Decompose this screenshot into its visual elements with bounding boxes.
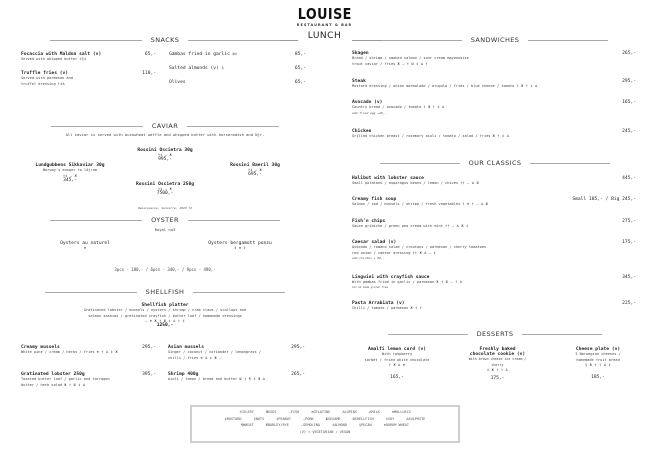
legend-sesame: ШSESAME (325, 416, 341, 421)
divider (193, 292, 285, 293)
menu-item-platter (20, 303, 310, 328)
item-name: Halibut with lobster sauce (352, 176, 424, 181)
item-name: Rossini Oscietra 250g (135, 182, 195, 187)
legend-semolina: —SEMOLINA (301, 423, 320, 427)
menu-item (205, 163, 305, 177)
allergen-icons: Ш † ¶ ‡ Ж ∆ (239, 377, 266, 381)
legend-vegan-note: (V) = VEGETARIAN / VEGAN (299, 429, 351, 434)
section-header-desserts (375, 330, 615, 338)
item-desc: Mustard dressing / onion marmalade / arugula / fries / blue cheese / tomato (352, 84, 515, 88)
caviar-subtitle: All caviar is served with buckwheat waffle and whipped butter with horseradish and Njr. (65, 132, 265, 137)
item-price: 295,- (622, 79, 636, 84)
item-name: Oysters au naturel (60, 241, 110, 246)
menu-item (190, 241, 290, 250)
item-price: 295,- (291, 345, 305, 350)
allergen-icons: Ж — † Ш ‡ ∆ † (397, 61, 428, 66)
menu-item (115, 148, 215, 162)
legend-pecan: §PECAN (358, 423, 372, 427)
item-price: 165,- (390, 375, 404, 380)
legend-almond: ‡ALMOND (332, 423, 347, 427)
item-price: 275,- (622, 219, 636, 224)
item-name: Chicken (352, 129, 372, 134)
item-desc: red onion / caesar dressing (352, 250, 411, 255)
item-price: 225,- (622, 301, 636, 306)
item-desc: Gratinated lobster / mussels / oysters / shrimp / crab claws / scallops and (83, 308, 247, 312)
item-name: Fish'n chips (352, 219, 386, 224)
menu-item (21, 372, 156, 388)
item-price: 65,- (294, 66, 306, 71)
item-name: Truffle fries (v) (21, 71, 69, 76)
allergen-icons: Ж † † (410, 306, 423, 310)
item-name: Pasta Arrabiata (v) (352, 301, 405, 306)
item-price: 395,- (142, 372, 156, 377)
item-price: 445,- (622, 176, 636, 181)
menu-item (352, 275, 636, 289)
item-name: Steak (352, 79, 366, 84)
allergen-icons: †† — ∆ Ш (460, 181, 479, 185)
item-note: Can be made gluten free (352, 285, 388, 289)
item-price: 995,- (158, 157, 172, 162)
allergen-icons: ⊕ † ∆ ‡ Ж (96, 350, 118, 354)
item-desc: Grilled chicken breast / rosemary aioli / tomato / salad / fries (352, 134, 491, 138)
legend-shellfish: ШSHELLFISH (352, 416, 374, 421)
item-price: 1250,- (156, 323, 174, 328)
divider (45, 292, 137, 293)
divider (50, 40, 142, 41)
divider (50, 220, 142, 221)
item-desc: 3 Norwegian cheeses / (575, 352, 621, 356)
menu-item (450, 347, 545, 381)
allergen-icons: † Ж † ‡ ∆ (516, 84, 538, 88)
item-desc: Served with whipped butter (21, 57, 78, 61)
menu-item (21, 52, 156, 63)
allergen-icons: †‡ — Ж (247, 168, 263, 172)
item-note: add fried egg +20,- (352, 110, 387, 115)
item-desc: Small potatoes / asparagus beans / lemon / chives (352, 181, 459, 185)
divider (188, 40, 280, 41)
item-name: Shrimp 400g (168, 372, 199, 377)
item-price: 265,- (291, 372, 305, 377)
legend-celery: †CELERY (239, 410, 254, 414)
allergen-icons: Ж † Ш ‡ ∆ (64, 382, 86, 387)
allergen-icons: ⊕ ∆ ‡ Ж — (200, 355, 222, 360)
item-name: Asian mussels (168, 345, 204, 350)
item-name: Cheese plate (v) (575, 347, 621, 352)
item-desc: Aioli / lemon / bread and butter (168, 377, 238, 381)
menu-item (352, 176, 636, 187)
item-price: 165,- (622, 100, 636, 105)
section-title: SNACKS (150, 36, 180, 44)
item-name: Amalfi lemon curd (v) (367, 347, 427, 352)
item-name: chocolate cookie (v) (469, 352, 526, 357)
allergen-icons: — ⊕ Ж † Ш ‡ ∆ † ‡ (145, 319, 185, 323)
item-price: 7500,- (156, 191, 174, 196)
item-price: 295,- (142, 345, 156, 350)
menu-item (20, 163, 120, 183)
item-price: 110,- (142, 71, 156, 76)
allergen-icons: ‡ Ж † † ∆ (486, 368, 509, 372)
menu-item (352, 100, 636, 115)
section-title: OYSTER (151, 216, 179, 224)
section-title: DESSERTS (476, 330, 514, 338)
menu-item (352, 51, 636, 67)
legend-peanut: ‡PEANUT (276, 416, 292, 421)
menu-item (352, 197, 636, 208)
item-desc: Salmon / cod / mussels / shrimp / fresh vegetables (352, 202, 461, 206)
legend-molluscs: ⊕MOLLUSCS (391, 410, 411, 414)
item-name: Caesar salad (v) (352, 240, 397, 245)
logo-tagline: RESTAURANT & BAR (296, 23, 353, 27)
allergen-icons: ‡ ⊕ ‡ (234, 246, 246, 250)
allergen-icons: † Ж ∆ ⊕ (388, 363, 406, 367)
section-header-classics (375, 159, 615, 167)
item-price: 65,- (144, 52, 156, 57)
item-desc: Norway's answer to löjrom (42, 168, 98, 172)
oyster-pricing: 3pcs - 180,- / 6pcs - 340,- / 9pcs - 490,- (114, 267, 216, 272)
legend-barley-rye: ФBARLEY/RYE (265, 423, 289, 427)
divider (388, 334, 468, 335)
item-desc: With raspberry (381, 352, 413, 356)
item-desc: sorbet / fried white chocolate (364, 357, 430, 362)
item-name: Rossini Baeril 30g (230, 163, 280, 168)
item-name: Creamy fish soup (352, 197, 397, 202)
legend-milk: ∆MILK (369, 410, 380, 414)
menu-item (115, 182, 215, 196)
section-title: OUR CLASSICS (468, 159, 522, 167)
item-desc: salmon sashimi / gratinated crayfish / butter loaf / homemade dressings (88, 313, 242, 318)
item-desc: butter / herb salad (21, 382, 63, 387)
item-name: Linguini with crayfish sauce (352, 275, 430, 280)
allergen-icons: Ш‡ (232, 52, 238, 56)
section-header-caviar (20, 122, 310, 130)
item-name: Oysters bergamott ponzu (208, 241, 272, 246)
legend-nuts: §NUTS (253, 416, 265, 421)
item-name: Freshly baked (479, 347, 516, 352)
item-desc: Country bread / avocado / tomato (352, 105, 422, 109)
legend-pork: —PORK (303, 416, 314, 421)
menu-item (168, 345, 305, 361)
section-title: SHELLFISH (145, 288, 185, 296)
restaurant-logo (0, 4, 649, 28)
item-name: Salted almonds (v) (169, 66, 219, 71)
item-price: 185,- (591, 375, 605, 380)
divider (187, 126, 279, 127)
item-name: Gratinated lobster 250g (21, 372, 85, 377)
legend-eggs: ЖEGGS (265, 410, 277, 414)
item-price: 345,- (63, 177, 77, 183)
menu-item (352, 79, 636, 90)
divider (188, 220, 280, 221)
allergen-legend (190, 405, 460, 443)
legend-durum-wheat: ⊕DURUM WHEAT (383, 423, 410, 427)
legend-lupins: ∆LUPINS (342, 410, 358, 414)
item-price: 345,- (622, 275, 636, 280)
item-price: 85,- (294, 52, 306, 57)
item-price: 175,- (490, 376, 505, 381)
legend-soy: ‡SOY (385, 416, 395, 421)
item-name: Gambas fried in garlic (169, 52, 230, 57)
item-name: Creamy mussels (21, 345, 60, 350)
divider (380, 163, 460, 164)
divider (382, 40, 462, 41)
item-desc: Avocado / romano salad / croutons / parmesan / cherry tomatoes (352, 245, 487, 249)
divider (51, 126, 143, 127)
menu-item (169, 66, 306, 71)
section-header-oyster (20, 216, 310, 224)
divider (528, 40, 608, 41)
allergen-icons: § Ж † † ∆ ‡ (585, 363, 611, 367)
logo-text: LOUISE (297, 5, 352, 23)
item-price: 245,- (622, 129, 636, 134)
legend-sulphite: ∆SULPHITE (406, 416, 426, 421)
menu-item (352, 240, 636, 260)
item-name: Shellfish platter (141, 303, 189, 308)
menu-item (352, 219, 636, 230)
menu-item (352, 347, 442, 380)
menu-item (352, 301, 636, 312)
allergen-icons: Ж † Ш — † ∆ (436, 280, 463, 284)
item-name: Focaccia with Maldon salt (v) (21, 52, 102, 57)
menu-item (45, 241, 125, 250)
legend-mustard: ‡MUSTARD (224, 416, 242, 421)
allergen-icons: † Ж † ‡ ∆ (423, 105, 445, 109)
menu-item (169, 80, 306, 85)
allergen-icons: †‡ — Ж (157, 153, 173, 157)
item-desc: cherry (491, 362, 504, 367)
item-price: 65,- (294, 80, 306, 85)
item-name: Rossini Oscietra 30g (137, 148, 193, 153)
item-desc: truffel dressing (21, 81, 56, 86)
divider (522, 334, 602, 335)
item-desc: With brown cheese ice cream / (468, 357, 527, 361)
allergen-icons: § (221, 66, 224, 70)
legend-gelatine: ⊕GELATINE (311, 410, 331, 414)
section-header-snacks (20, 36, 310, 44)
allergen-icons: †‡ — Ж (157, 187, 173, 191)
section-header-shellfish (20, 288, 310, 296)
item-price: Small 185,- / Big 245,- (572, 197, 636, 202)
item-desc: White wine / cream / herbs / fries (21, 350, 95, 354)
allergen-icons: †§‡ (79, 57, 87, 61)
divider (530, 163, 610, 164)
menu-item (553, 347, 643, 380)
item-desc: With gambas fried in garlic / parmesan (352, 280, 435, 284)
item-name: Olives (169, 80, 186, 85)
item-desc: homemade fruit bread (576, 357, 620, 362)
item-desc: Ginger / coconut / coriander / lemongrass / (168, 350, 262, 354)
item-name: Skagen (352, 51, 369, 56)
allergen-icons: †‡ — Ж (62, 173, 78, 178)
item-desc: chilli / fries (168, 355, 199, 360)
allergen-icons: ⊕ (83, 246, 87, 250)
oyster-subtitle: Royal no3 (154, 227, 176, 232)
menu-item (169, 52, 306, 57)
section-header-sandwiches (375, 36, 615, 44)
section-title: CAVIAR (151, 122, 179, 130)
item-desc: Sauce gribiche / green pea cream with mint (352, 224, 443, 228)
item-desc: Chilli / tomato / parmesan (352, 306, 409, 310)
item-name: Avocado (v) (352, 100, 383, 105)
allergen-icons: Ж † ‡ ∆ (492, 134, 510, 138)
menu-item (21, 345, 156, 356)
allergen-icons: †† — ∆ Ж ‡ (445, 224, 469, 228)
item-price: 265,- (622, 51, 636, 56)
menu-title: LUNCH (307, 31, 342, 41)
legend-fish: —FISH (288, 410, 300, 414)
allergen-icons: † ⊕ † — ∆ Ш (462, 202, 489, 206)
item-price: 695,- (248, 172, 262, 177)
item-price: 175,- (622, 240, 636, 245)
item-note: add chicken + 80,- (352, 256, 385, 260)
menu-item (352, 129, 636, 140)
legend-wheat: ¶WHEAT (240, 423, 254, 427)
item-desc: trout caviar / fries (352, 61, 396, 66)
section-title: SANDWICHES (470, 36, 520, 44)
item-desc: Toasted butter loaf / garlic and tarragon (21, 377, 110, 381)
item-desc: Bread / shrimp / smoked salmon / sour cream mayonnaise (352, 56, 469, 60)
menu-item (168, 372, 305, 383)
item-name: Lundgubbens Sikkaviar 30g (35, 163, 105, 168)
menu-item (21, 71, 156, 87)
wine-note: Renaissance, Sancerre, 2020 †‡ (137, 206, 193, 210)
item-desc: Served with parmesan and (21, 76, 73, 80)
allergen-icons: †† Ж ∆ — ‡ (412, 250, 437, 255)
allergen-icons: †‡∆ (57, 81, 65, 86)
